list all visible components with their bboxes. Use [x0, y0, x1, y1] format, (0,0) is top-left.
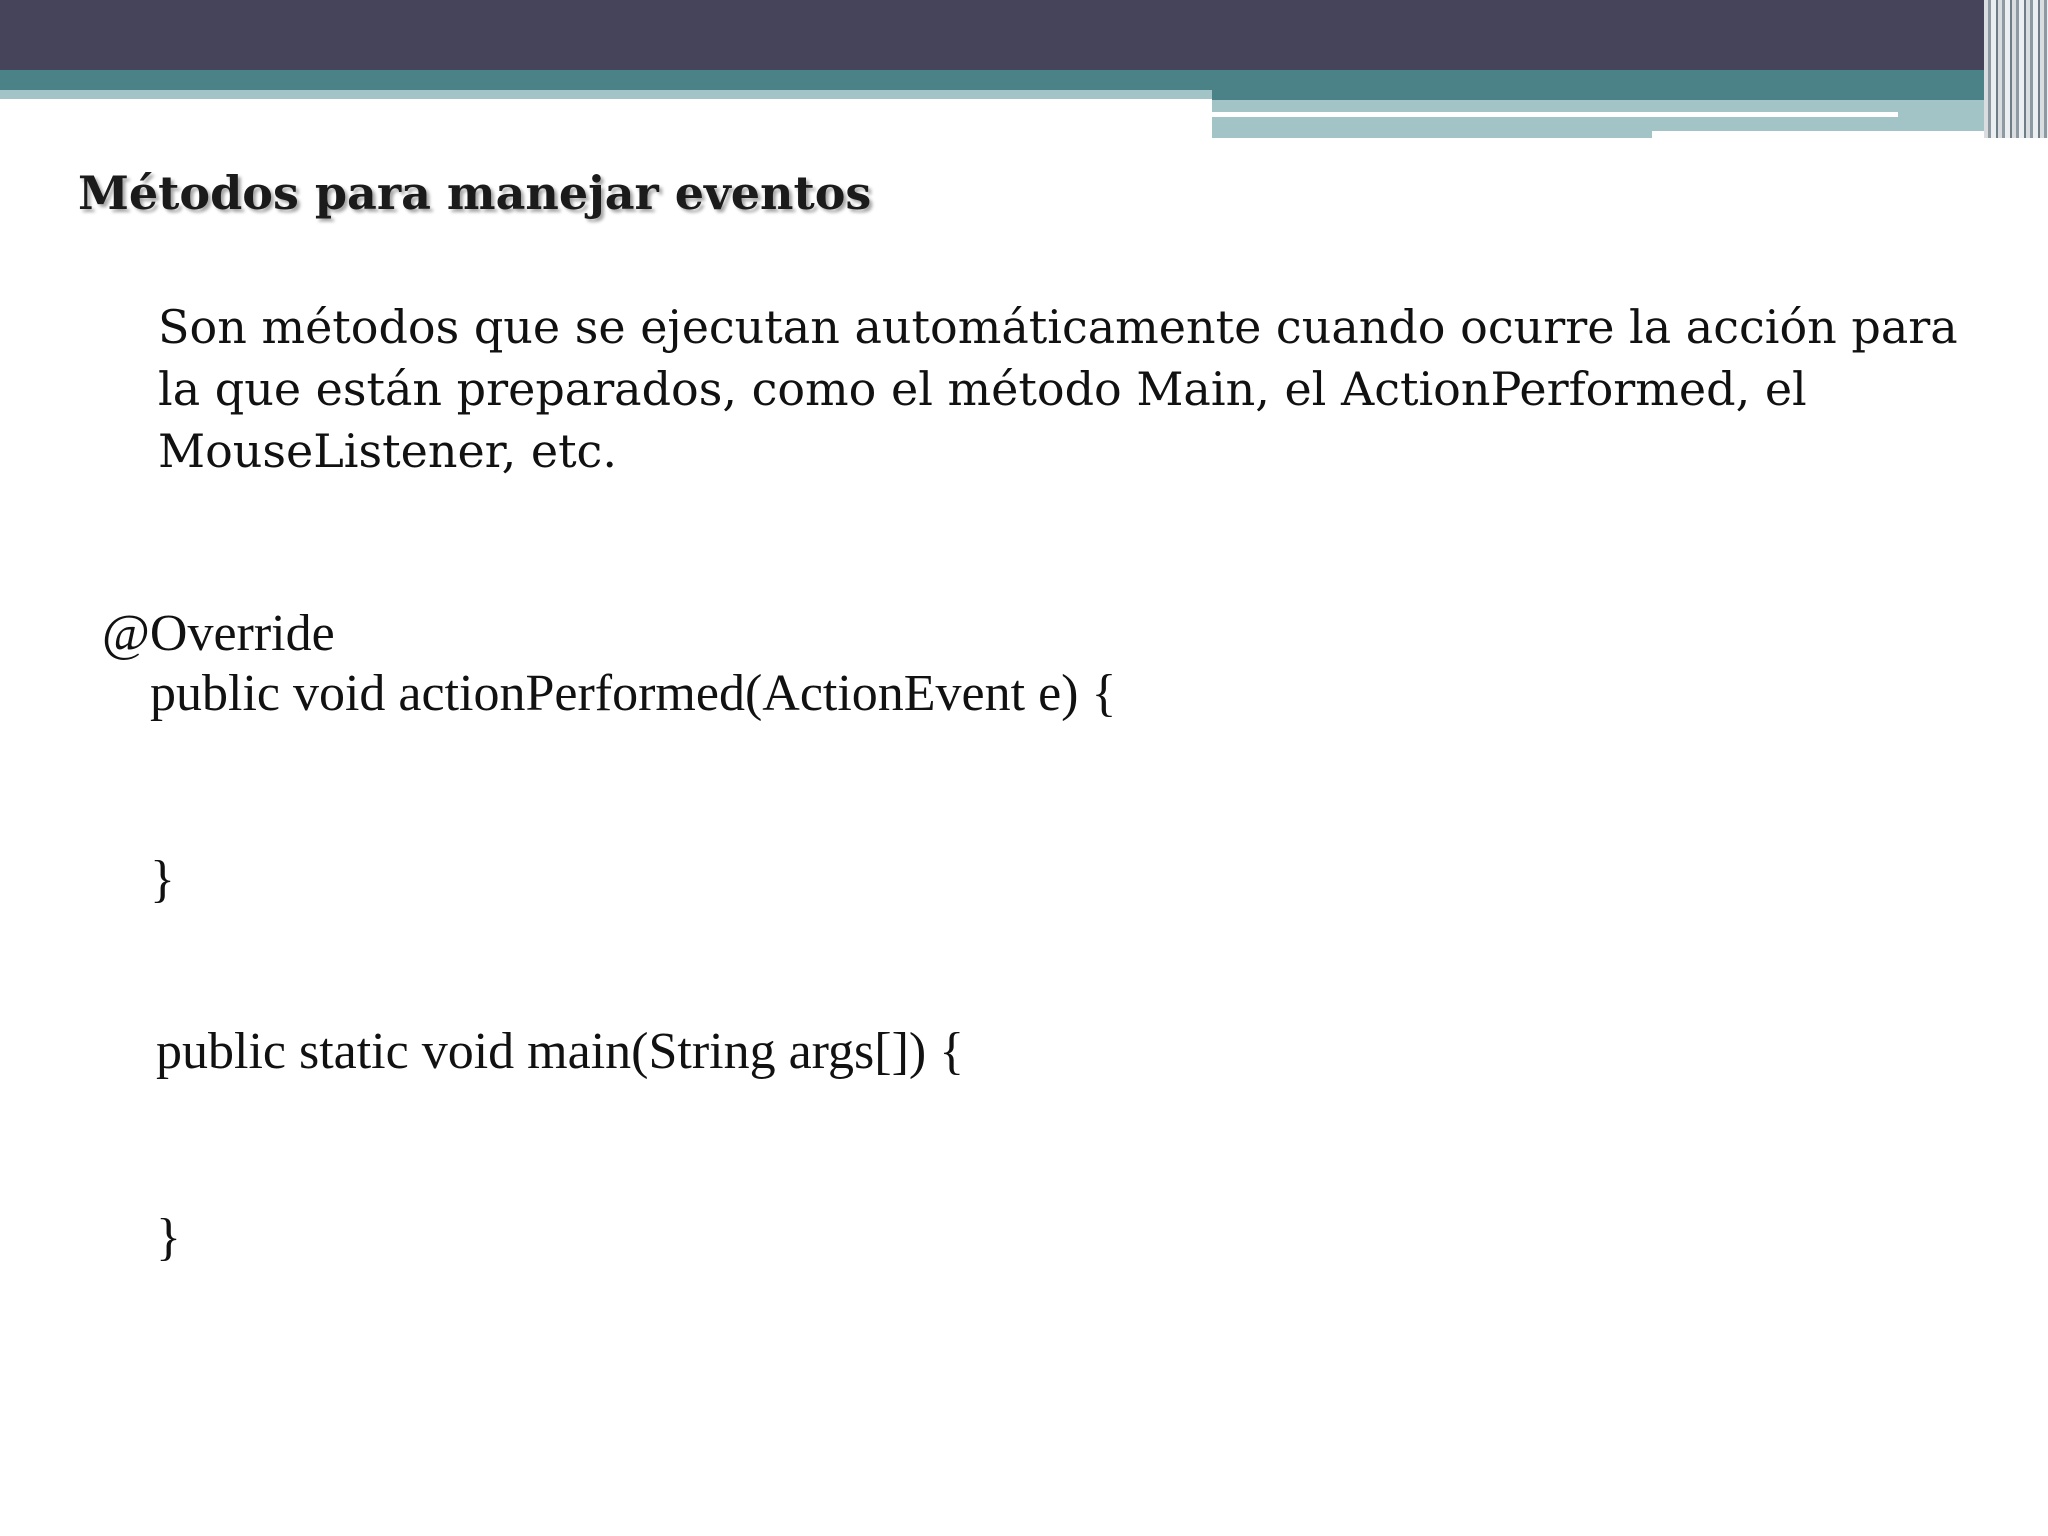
header-white-line	[1212, 112, 1898, 117]
header-stripes-decoration	[1984, 0, 2048, 138]
header-teal-band-right	[1212, 90, 2048, 100]
header-notch	[1652, 131, 2008, 138]
code-line-main: public static void main(String args[]) {	[156, 1023, 965, 1080]
slide-paragraph: Son métodos que se ejecutan automáticamente cuando ocurre la acción para la que están preparados, como el método Main, el ActionPerformed, el MouseListener, etc.	[158, 300, 1958, 478]
slide-title: Métodos para manejar eventos	[78, 166, 872, 220]
code-line-action-performed: public void actionPerformed(ActionEvent e) {	[150, 665, 1117, 722]
code-line-close-brace-1: }	[150, 851, 175, 908]
code-line-close-brace-2: }	[156, 1209, 181, 1266]
code-line-override: @Override	[102, 605, 335, 662]
header-teal-band	[0, 70, 2048, 90]
header-light-band-left	[0, 90, 1212, 99]
header-dark-band	[0, 0, 2048, 70]
